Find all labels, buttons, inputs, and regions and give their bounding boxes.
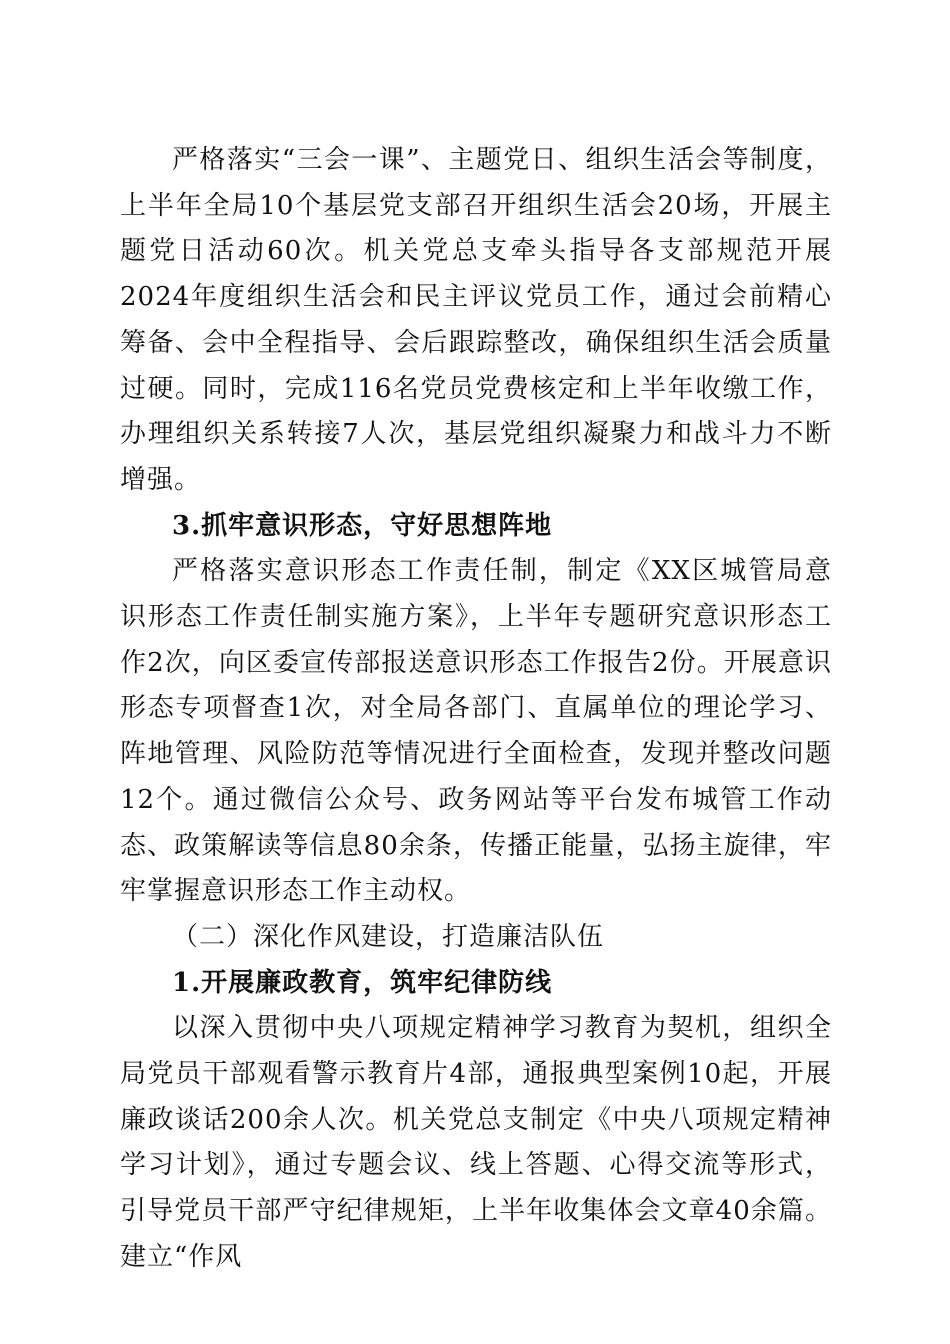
section-heading-style-building: （二）深化作风建设，打造廉洁队伍 xyxy=(172,921,605,952)
paragraph-integrity-education: 以深入贯彻中央八项规定精神学习教育为契机，组织全局党员干部观看警示教育片4部，通报典型案例10起，开展廉政谈话200余人次。机关党总支制定《中央八项规定精神学习计划》，通过专题会议、线上答题、心得交流等形式，引导党员干部严守纪律规矩，上半年收集体会文章40余篇。建立“作风 xyxy=(120,1013,832,1272)
paragraph-organization-life: 严格落实“三会一课”、主题党日、组织生活会等制度，上半年全局10个基层党支部召开组织生活会20场，开展主题党日活动60次。机关党总支牵头指导各支部规范开展2024年度组织生活会和民主评议党员工作，通过会前精心筹备、会中全程指导、会后跟踪整改，确保组织生活会质量过硬。同时，完成116名党员党费核定和上半年收缴工作，办理组织关系转接7人次，基层党组织凝聚力和战斗力不断增强。 xyxy=(120,145,832,495)
document-body xyxy=(120,138,832,1281)
heading-ideology: 3.抓牢意识形态，守好思想阵地 xyxy=(172,510,553,541)
paragraph-ideology: 严格落实意识形态工作责任制，制定《XX区城管局意识形态工作责任制实施方案》，上半年专题研究意识形态工作2次，向区委宣传部报送意识形态工作报告2份。开展意识形态专项督查1次，对全局各部门、直属单位的理论学习、阵地管理、风险防范等情况进行全面检查，发现并整改问题12个。通过微信公众号、政务网站等平台发布城管工作动态、政策解读等信息80余条，传播正能量，弘扬主旋律，牢牢掌握意识形态工作主动权。 xyxy=(120,556,832,907)
heading-integrity-education: 1.开展廉政教育，筑牢纪律防线 xyxy=(172,967,553,998)
